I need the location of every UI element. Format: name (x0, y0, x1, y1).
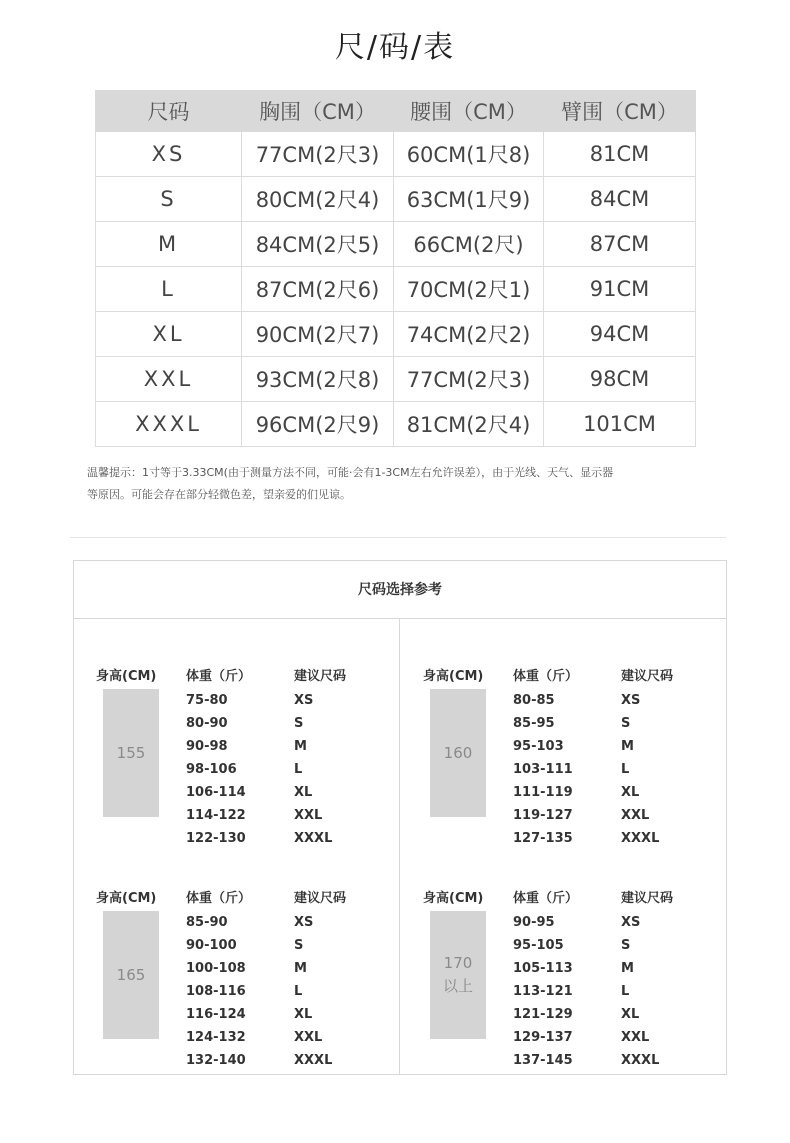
col-height-label: 身高(CM) (96, 891, 157, 906)
table-row (96, 402, 696, 447)
weight-range: 127-135 (513, 831, 573, 846)
cell-size: XS (96, 132, 242, 177)
weight-range: 132-140 (186, 1053, 246, 1068)
weight-range: 80-85 (513, 693, 555, 708)
reference-block (401, 665, 721, 865)
size-chart-table (95, 90, 696, 447)
height-badge-text (117, 964, 146, 987)
page-title: 尺/码/表 (334, 30, 456, 65)
size-chart-header-row (96, 91, 696, 132)
suggested-size: XS (294, 915, 314, 930)
size-reference-panel (73, 560, 727, 1075)
weight-range: 85-90 (186, 915, 228, 930)
suggested-size: XXXL (621, 831, 660, 846)
suggested-size: S (621, 938, 631, 953)
cell-arm: 94CM (544, 312, 696, 357)
suggested-size: XL (294, 1007, 313, 1022)
height-badge (430, 911, 486, 1039)
weight-range: 95-105 (513, 938, 564, 953)
col-size-label: 建议尺码 (294, 891, 347, 906)
weight-range: 98-106 (186, 762, 237, 777)
suggested-size: XXXL (294, 831, 333, 846)
cell-size: XL (96, 312, 242, 357)
col-height-label: 身高(CM) (96, 669, 157, 684)
weight-range: 108-116 (186, 984, 246, 999)
reference-block (74, 665, 394, 865)
suggested-size: XS (294, 693, 314, 708)
cell-waist: 60CM(1尺8) (394, 132, 544, 177)
weight-range: 122-130 (186, 831, 246, 846)
reference-block (74, 887, 394, 1087)
suggested-size: XXL (621, 1030, 650, 1045)
weight-range: 75-80 (186, 693, 228, 708)
cell-waist: 81CM(2尺4) (394, 402, 544, 447)
suggested-size: M (621, 961, 634, 976)
weight-range: 116-124 (186, 1007, 246, 1022)
suggested-size: M (294, 961, 307, 976)
section-divider (70, 537, 726, 538)
table-row (96, 222, 696, 267)
suggested-size: L (294, 984, 303, 999)
height-value: 155 (116, 743, 146, 762)
suggested-size: S (294, 716, 304, 731)
height-badge-text (444, 742, 473, 765)
suggested-size: L (621, 984, 630, 999)
suggested-size: XXXL (621, 1053, 660, 1068)
suggested-size: L (294, 762, 303, 777)
weight-range: 90-100 (186, 938, 237, 953)
weight-range: 95-103 (513, 739, 564, 754)
table-row (96, 312, 696, 357)
suggested-size: S (621, 716, 631, 731)
height-badge (103, 689, 159, 817)
cell-chest: 84CM(2尺5) (242, 222, 394, 267)
suggested-size: L (621, 762, 630, 777)
col-size-label: 建议尺码 (621, 669, 674, 684)
cell-size: XXL (96, 357, 242, 402)
cell-chest: 96CM(2尺9) (242, 402, 394, 447)
suggested-size: XS (621, 915, 641, 930)
weight-range: 105-113 (513, 961, 573, 976)
suggested-size: XXL (621, 808, 650, 823)
header-size: 尺码 (96, 91, 242, 132)
height-value: 160 (443, 743, 473, 762)
suggested-size: XXXL (294, 1053, 333, 1068)
cell-size: XXXL (96, 402, 242, 447)
cell-waist: 66CM(2尺) (394, 222, 544, 267)
cell-size: M (96, 222, 242, 267)
col-weight-label: 体重（斤） (513, 891, 579, 906)
weight-range: 111-119 (513, 785, 573, 800)
cell-arm: 84CM (544, 177, 696, 222)
weight-range: 114-122 (186, 808, 246, 823)
col-size-label: 建议尺码 (294, 669, 347, 684)
weight-range: 119-127 (513, 808, 573, 823)
cell-arm: 98CM (544, 357, 696, 402)
weight-range: 121-129 (513, 1007, 573, 1022)
height-badge-text (117, 742, 146, 765)
cell-size: L (96, 267, 242, 312)
height-value: 170 (443, 954, 473, 972)
suggested-size: M (294, 739, 307, 754)
suggested-size: XXL (294, 808, 323, 823)
cell-arm: 87CM (544, 222, 696, 267)
suggested-size: XS (621, 693, 641, 708)
col-weight-label: 体重（斤） (186, 669, 252, 684)
weight-range: 100-108 (186, 961, 246, 976)
suggested-size: XXL (294, 1030, 323, 1045)
cell-chest: 77CM(2尺3) (242, 132, 394, 177)
suggested-size: XL (294, 785, 313, 800)
cell-arm: 101CM (544, 402, 696, 447)
table-row (96, 267, 696, 312)
cell-chest: 93CM(2尺8) (242, 357, 394, 402)
weight-range: 124-132 (186, 1030, 246, 1045)
cell-waist: 63CM(1尺9) (394, 177, 544, 222)
col-height-label: 身高(CM) (423, 669, 484, 684)
height-value: 165 (116, 965, 146, 984)
panel-vertical-divider (399, 619, 400, 1074)
suggested-size: M (621, 739, 634, 754)
cell-size: S (96, 177, 242, 222)
reference-title: 尺码选择参考 (74, 561, 726, 619)
header-chest: 胸围（CM） (242, 91, 394, 132)
col-size-label: 建议尺码 (621, 891, 674, 906)
weight-range: 103-111 (513, 762, 573, 777)
table-row (96, 132, 696, 177)
note-line-2: 等原因。可能会存在部分轻微色差，望亲爱的们见谅。 (87, 488, 351, 501)
cell-arm: 81CM (544, 132, 696, 177)
suggested-size: XL (621, 1007, 640, 1022)
height-badge-text (443, 952, 473, 998)
height-suffix: 以上 (442, 977, 473, 995)
cell-chest: 80CM(2尺4) (242, 177, 394, 222)
cell-chest: 87CM(2尺6) (242, 267, 394, 312)
measurement-note (87, 462, 727, 506)
height-badge (430, 689, 486, 817)
weight-range: 106-114 (186, 785, 246, 800)
cell-arm: 91CM (544, 267, 696, 312)
height-badge (103, 911, 159, 1039)
col-weight-label: 体重（斤） (186, 891, 252, 906)
weight-range: 113-121 (513, 984, 573, 999)
weight-range: 129-137 (513, 1030, 573, 1045)
header-arm: 臂围（CM） (544, 91, 696, 132)
weight-range: 137-145 (513, 1053, 573, 1068)
suggested-size: S (294, 938, 304, 953)
table-row (96, 177, 696, 222)
col-weight-label: 体重（斤） (513, 669, 579, 684)
col-height-label: 身高(CM) (423, 891, 484, 906)
suggested-size: XL (621, 785, 640, 800)
table-row (96, 357, 696, 402)
cell-waist: 70CM(2尺1) (394, 267, 544, 312)
weight-range: 90-95 (513, 915, 555, 930)
cell-waist: 77CM(2尺3) (394, 357, 544, 402)
note-line-1: 温馨提示：1寸等于3.33CM(由于测量方法不同，可能·会有1-3CM左右允许误差），由于光线、天气、显示器 (87, 466, 614, 479)
weight-range: 85-95 (513, 716, 555, 731)
cell-waist: 74CM(2尺2) (394, 312, 544, 357)
cell-chest: 90CM(2尺7) (242, 312, 394, 357)
reference-block (401, 887, 721, 1087)
weight-range: 90-98 (186, 739, 228, 754)
weight-range: 80-90 (186, 716, 228, 731)
header-waist: 腰围（CM） (394, 91, 544, 132)
